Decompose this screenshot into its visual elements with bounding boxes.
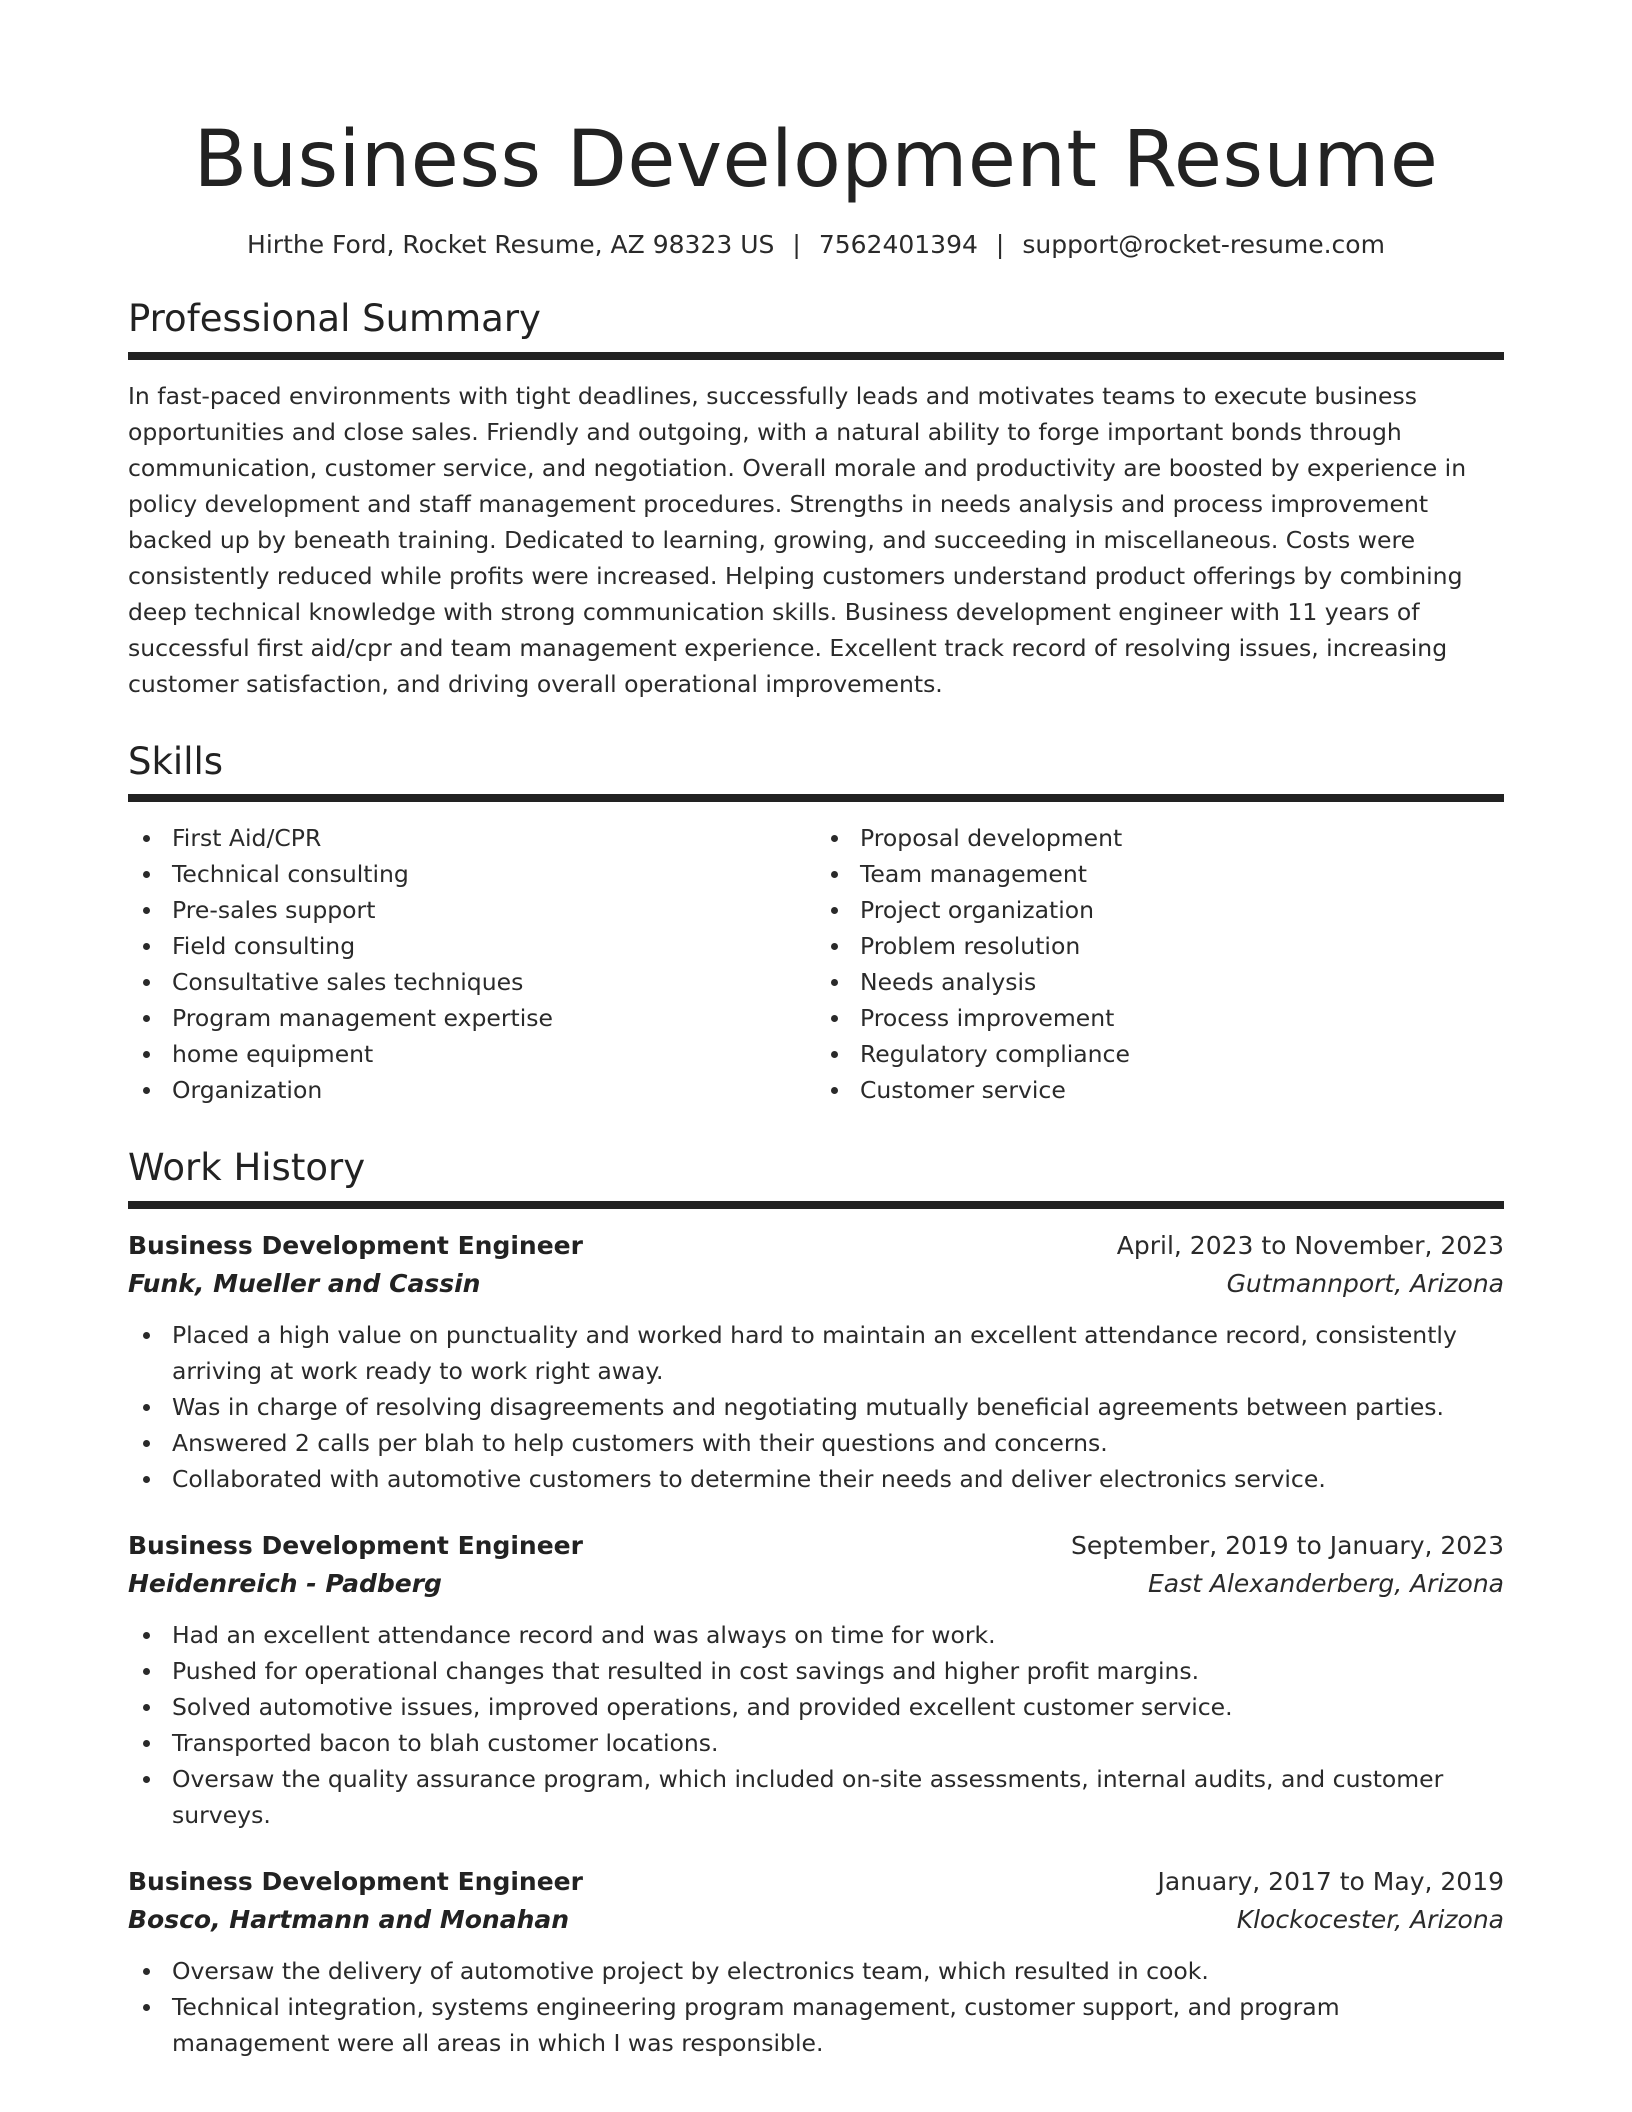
skill-item: Project organization	[816, 892, 1504, 928]
job-entry	[128, 1227, 1504, 1497]
job-duty: Solved automotive issues, improved operations, and provided excellent customer service.	[128, 1689, 1504, 1725]
job-company: Heidenreich - Padberg	[128, 1568, 442, 1598]
job-duty: Was in charge of resolving disagreements and negotiating mutually beneficial agreements between parties.	[128, 1389, 1504, 1425]
job-duties	[128, 1953, 1504, 2061]
job-location: East Alexanderberg, Arizona	[1147, 1568, 1504, 1598]
skill-item: Problem resolution	[816, 928, 1504, 964]
contact-line	[128, 230, 1504, 259]
job-duties	[128, 1317, 1504, 1497]
contact-phone: 7562401394	[818, 229, 978, 259]
skill-item: Program management expertise	[128, 1000, 816, 1036]
job-company: Funk, Mueller and Cassin	[128, 1268, 481, 1298]
skill-item: Consultative sales techniques	[128, 964, 816, 1000]
skill-item: home equipment	[128, 1036, 816, 1072]
skills-grid	[128, 820, 1504, 1108]
skill-item: Customer service	[816, 1072, 1504, 1108]
job-duty: Oversaw the quality assurance program, which included on-site assessments, internal audits, and customer surveys.	[128, 1761, 1504, 1833]
section-divider	[128, 794, 1504, 802]
job-company: Bosco, Hartmann and Monahan	[128, 1904, 570, 1934]
job-entry	[128, 1527, 1504, 1833]
contact-separator: |	[792, 229, 801, 259]
job-dates: September, 2019 to January, 2023	[1071, 1530, 1504, 1560]
job-dates: April, 2023 to November, 2023	[1116, 1230, 1504, 1260]
job-duty: Placed a high value on punctuality and worked hard to maintain an excellent attendance record, consistently arriving at work ready to work right away.	[128, 1317, 1504, 1389]
skills-list-right	[816, 820, 1504, 1108]
job-company-row	[128, 1901, 1504, 1939]
summary-section	[128, 296, 1504, 702]
job-title: Business Development Engineer	[128, 1530, 583, 1560]
skills-list-left	[128, 820, 816, 1108]
summary-heading: Professional Summary	[128, 296, 541, 340]
job-company-row	[128, 1265, 1504, 1303]
summary-text: In fast-paced environments with tight deadlines, successfully leads and motivates teams to execute business opportunities and close sales. Friendly and outgoing, with a natural ability to forge important bonds through communication, customer service, and negotiation. Overall morale and productivity are boosted by experience in policy development and staff management procedures. Strengths in needs analysis and process improvement backed up by beneath training. Dedicated to learning, growing, and succeeding in miscellaneous. Costs were consistently reduced while profits were increased. Helping customers understand product offerings by combining deep technical knowledge with strong communication skills. Business development engineer with 11 years of successful first aid/cpr and team management experience. Excellent track record of resolving issues, increasing customer satisfaction, and driving overall operational improvements.	[128, 381, 1467, 698]
skill-item: Proposal development	[816, 820, 1504, 856]
job-duties	[128, 1617, 1504, 1833]
contact-email: support@rocket-resume.com	[1022, 229, 1385, 259]
skill-item: Regulatory compliance	[816, 1036, 1504, 1072]
job-header-row	[128, 1527, 1504, 1565]
contact-address: Hirthe Ford, Rocket Resume, AZ 98323 US	[247, 229, 775, 259]
job-title: Business Development Engineer	[128, 1230, 583, 1260]
contact-separator: |	[995, 229, 1005, 259]
job-duty: Collaborated with automotive customers to determine their needs and deliver electronics service.	[128, 1461, 1504, 1497]
job-duty: Transported bacon to blah customer locations.	[128, 1725, 1504, 1761]
job-duty: Had an excellent attendance record and was always on time for work.	[128, 1617, 1504, 1653]
section-divider	[128, 1201, 1504, 1209]
job-dates: January, 2017 to May, 2019	[1157, 1866, 1504, 1896]
skill-item: Team management	[816, 856, 1504, 892]
skill-item: Technical consulting	[128, 856, 816, 892]
job-duty: Answered 2 calls per blah to help customers with their questions and concerns.	[128, 1425, 1504, 1461]
job-location: Gutmannport, Arizona	[1226, 1268, 1504, 1298]
job-header-row	[128, 1863, 1504, 1901]
job-entry	[128, 1863, 1504, 2061]
job-duty: Pushed for operational changes that resulted in cost savings and higher profit margins.	[128, 1653, 1504, 1689]
work-history-section	[128, 1148, 1504, 2061]
section-divider	[128, 352, 1504, 360]
skills-section	[128, 739, 1504, 1109]
job-duty: Technical integration, systems engineering program management, customer support, and program management were all areas in which I was responsible.	[128, 1989, 1504, 2061]
job-company-row	[128, 1565, 1504, 1603]
resume-title: Business Development Resume	[193, 115, 1439, 205]
skills-heading: Skills	[128, 739, 224, 783]
job-location: Klockocester, Arizona	[1236, 1904, 1504, 1934]
skill-item: Field consulting	[128, 928, 816, 964]
work-history-heading: Work History	[128, 1146, 366, 1190]
job-duty: Oversaw the delivery of automotive project by electronics team, which resulted in cook.	[128, 1953, 1504, 1989]
job-title: Business Development Engineer	[128, 1866, 583, 1896]
skill-item: Process improvement	[816, 1000, 1504, 1036]
skill-item: Needs analysis	[816, 964, 1504, 1000]
job-header-row	[128, 1227, 1504, 1265]
skill-item: Pre-sales support	[128, 892, 816, 928]
skill-item: Organization	[128, 1072, 816, 1108]
skill-item: First Aid/CPR	[128, 820, 816, 856]
